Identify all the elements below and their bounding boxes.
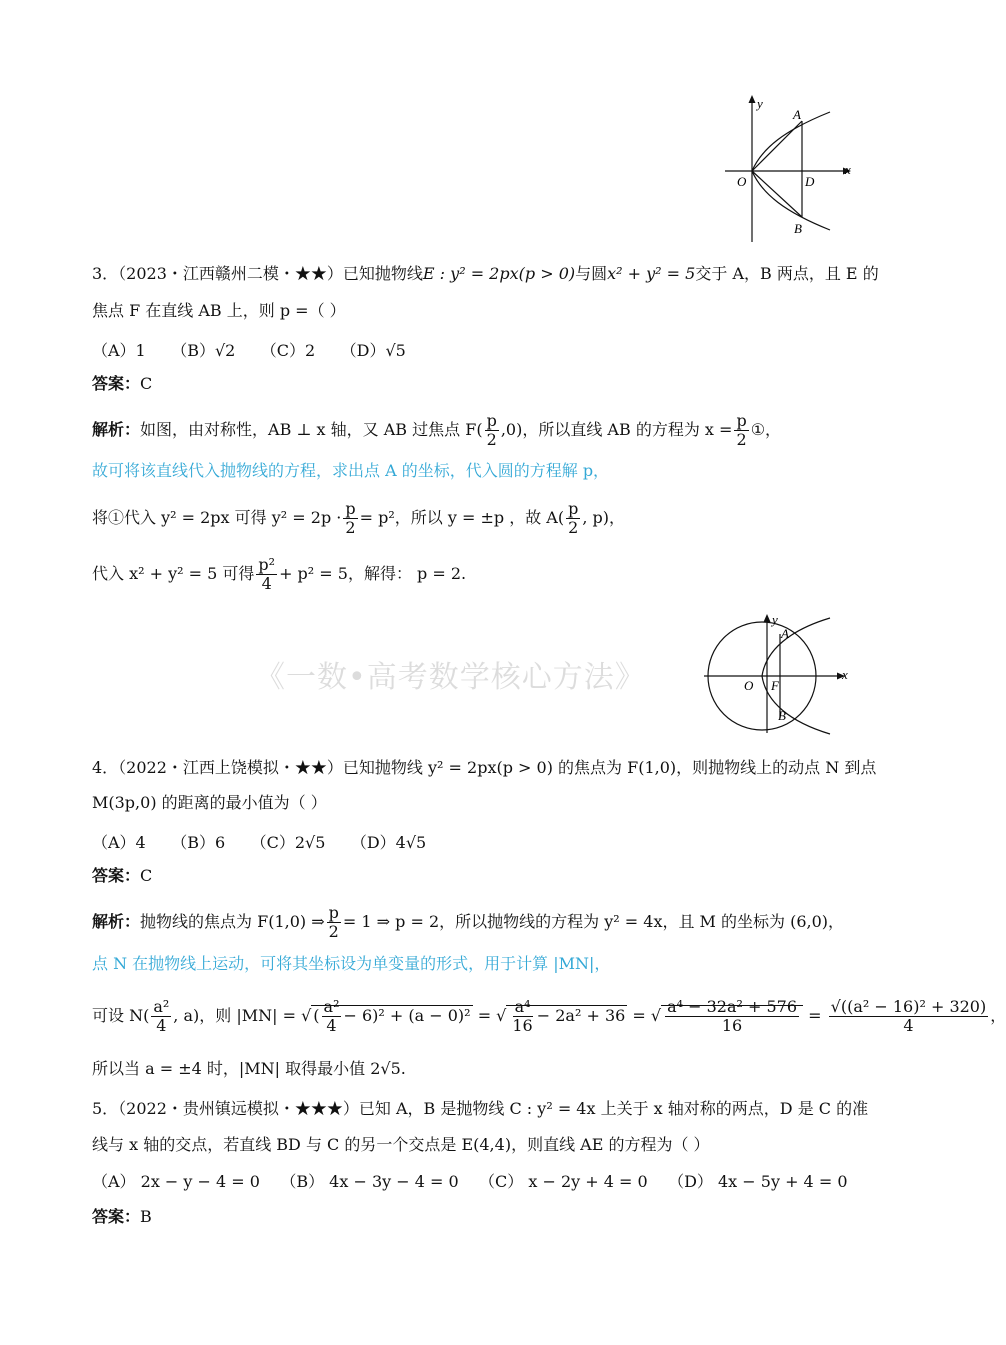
q5-option-d: （D） 4x − 5y + 4 = 0: [668, 1172, 848, 1191]
q4-a3-start: 可设 N(: [92, 1006, 150, 1025]
q3-answer-value: C: [140, 374, 153, 393]
q4-answer: [92, 865, 152, 887]
fig2-label-o: O: [744, 678, 754, 693]
q5-option-c: （C） x − 2y + 4 = 0: [479, 1172, 648, 1191]
q4-stem-line2: M(3p,0) 的距离的最小值为（ ）: [92, 793, 327, 812]
equals: =: [808, 1006, 822, 1025]
q4-option-c: （C）2√5: [250, 833, 326, 852]
frac-den: 16: [721, 1016, 743, 1035]
q3-option-c: （C）2: [260, 341, 316, 360]
q4-answer-label: 答案：: [92, 866, 141, 885]
fig2-label-f: F: [771, 678, 779, 693]
q4-options: [92, 832, 426, 854]
q4-frac-a4-over-16: [510, 998, 534, 1035]
q4-analysis-line1: [92, 904, 844, 941]
q5-answer-label: 答案：: [92, 1207, 141, 1226]
frac-den: 2: [736, 430, 747, 449]
q4-analysis-label: 解析：: [92, 912, 141, 931]
q3-mid: 与圆: [575, 264, 608, 283]
q3-a1-mid: ,0)，所以直线 AB 的方程为 x =: [500, 420, 733, 439]
q3-a3-end: , p)，: [582, 508, 626, 527]
frac-den: 4: [326, 1016, 337, 1035]
q3-a4-end: + p² = 5，解得： p = 2.: [279, 564, 467, 583]
equals: =: [632, 1006, 646, 1025]
q4-hint: 点 N 在抛物线上运动，可将其坐标设为单变量的形式，用于计算 |MN|，: [92, 954, 611, 973]
q3-option-b: （B）√2: [171, 341, 236, 360]
frac-den: 4: [156, 1016, 167, 1035]
q4-frac-big: [665, 998, 799, 1035]
q4-frac-p-over-2: [327, 904, 341, 941]
q3-options: [92, 340, 406, 362]
watermark: 《一数•高考数学核心方法》: [255, 660, 646, 695]
frac-num: p: [736, 411, 747, 430]
q4-stem-line1: 4．（2022・江西上饶模拟・★★）已知抛物线 y² = 2px(p > 0) 的焦点为 F(1,0)，则抛物线上的动点 N 到点: [92, 758, 877, 777]
fig2-label-a: A: [781, 626, 789, 641]
q5-option-b: （B） 4x − 3y − 4 = 0: [280, 1172, 459, 1191]
q3-analysis-line1: [92, 412, 781, 449]
q3-eq-circle: x² + y² = 5: [607, 264, 696, 283]
frac-num: p: [345, 499, 356, 518]
q5-answer-value: B: [140, 1207, 152, 1226]
equals: =: [477, 1006, 492, 1025]
fig1-label-d: D: [805, 174, 815, 189]
fig1-label-y: y: [757, 96, 763, 111]
q3-frac-p-over-2: [485, 412, 499, 449]
q4-frac-a2-over-4-b: [322, 998, 342, 1035]
frac-num: p: [568, 499, 579, 518]
frac-num: a²: [153, 997, 170, 1016]
frac-den: 2: [568, 518, 579, 537]
q3-analysis-line3: [92, 500, 625, 537]
frac-num: √((a² − 16)² + 320): [830, 997, 987, 1016]
q4-frac-last: [829, 998, 989, 1035]
frac-den: 2: [486, 430, 497, 449]
q3-stem-line1: [92, 263, 879, 285]
parabola-chord-figure: [725, 92, 865, 242]
q5-stem-line1: 5．（2022・贵州镇远模拟・★★★）已知 A，B 是抛物线 C : y² = 4x 上关于 x 轴对称的两点，D 是 C 的准: [92, 1099, 869, 1118]
comma: ，: [990, 1006, 1006, 1025]
q4-sqrt-2: [506, 997, 627, 1035]
q5-option-a: （A） 2x − y − 4 = 0: [92, 1172, 260, 1191]
q3-option-a: （A）1: [92, 341, 146, 360]
q4-s1-post: − 6)² + (a − 0)²: [343, 1006, 471, 1025]
q3-hint: 故可将该直线代入抛物线的方程，求出点 A 的坐标，代入圆的方程解 p，: [92, 461, 610, 480]
q3-a3-start: 将①代入 y² = 2px 可得 y² = 2p ·: [92, 508, 342, 527]
q3-stem-line2: 焦点 F 在直线 AB 上，则 p =（ ）: [92, 301, 346, 320]
q3-tail: 交于 A，B 两点，且 E 的: [695, 264, 879, 283]
fig1-label-o: O: [737, 174, 747, 189]
circle-parabola-figure: [700, 610, 860, 735]
q3-a3-mid: = p²，所以 y = ±p ，故 A(: [359, 508, 565, 527]
q3-answer: [92, 373, 152, 395]
fig2-label-x: x: [842, 667, 848, 682]
q4-option-b: （B）6: [171, 833, 226, 852]
fig1-label-b: B: [794, 221, 802, 236]
q3-a1-end: ①，: [750, 420, 782, 439]
frac-den: 4: [261, 574, 272, 593]
q4-frac-a2-over-4: [151, 998, 171, 1035]
q3-frac-p2-over-4: [256, 556, 277, 593]
q3-a1-text: 如图，由对称性，AB ⊥ x 轴，又 AB 过焦点 F(: [140, 420, 483, 439]
q3-analysis-line4: [92, 556, 466, 593]
q4-analysis-line3: 可设 N( $\frac{\text{a²}}{4}$ , a)，则 |MN| = √ ( $\frac{\text{a²}}{4}$ − 6)² + (a − 0)² = √ $\frac{\text{a⁴}}{16}$ − 2a² + 36 = √ $\frac{\text{a⁴ − 32a² + 576}}{16}$ = $\frac{\text{√((a² − 16)² + 320)}}{4}$ ，: [92, 997, 1006, 1035]
q3-head: 3．（2023・江西赣州二模・★★）已知抛物线: [92, 264, 423, 283]
q4-s2-post: − 2a² + 36: [536, 1006, 626, 1025]
frac-num: p: [486, 411, 497, 430]
q4-sqrt-1: [311, 997, 472, 1035]
q3-frac-p-over-2-c: [343, 500, 357, 537]
q3-eq-parabola: E : y² = 2px(p > 0): [422, 264, 576, 283]
frac-num: a²: [323, 997, 340, 1016]
q4-analysis-line4: 所以当 a = ±4 时，|MN| 取得最小值 2√5.: [92, 1059, 406, 1078]
q3-frac-p-over-2-b: [734, 412, 748, 449]
fig1-label-a: A: [793, 107, 801, 122]
q4-a1-start: 抛物线的焦点为 F(1,0) ⇒: [140, 912, 325, 931]
fig2-label-y: y: [772, 612, 778, 627]
frac-den: 2: [328, 922, 339, 941]
frac-num: a⁴ − 32a² + 576: [667, 997, 798, 1016]
fig2-label-b: B: [778, 708, 786, 723]
frac-den: 2: [345, 518, 356, 537]
q3-analysis-label: 解析：: [92, 420, 141, 439]
q4-option-d: （D）4√5: [350, 833, 427, 852]
q5-options: [92, 1171, 848, 1193]
q4-a1-end: = 1 ⇒ p = 2，所以抛物线的方程为 y² = 4x，且 M 的坐标为 (6,0)，: [342, 912, 845, 931]
q3-frac-p-over-2-d: [566, 500, 580, 537]
frac-num: p²: [258, 555, 276, 574]
frac-num: a⁴: [514, 997, 531, 1016]
q5-answer: [92, 1206, 152, 1228]
q4-option-a: （A）4: [92, 833, 146, 852]
frac-num: p: [328, 903, 339, 922]
fig1-label-x: x: [845, 162, 851, 177]
q4-answer-value: C: [140, 866, 153, 885]
q4-sqrt-3: [661, 997, 803, 1035]
q4-a3-b: , a)，则 |MN| =: [173, 1006, 296, 1025]
paren: (: [313, 1006, 320, 1025]
q5-stem-line2: 线与 x 轴的交点，若直线 BD 与 C 的另一个交点是 E(4,4)，则直线 AE 的方程为（ ）: [92, 1135, 710, 1154]
q3-option-d: （D）√5: [340, 341, 406, 360]
frac-den: 4: [903, 1016, 914, 1035]
frac-den: 16: [512, 1016, 533, 1035]
q3-a4-start: 代入 x² + y² = 5 可得: [92, 564, 255, 583]
q3-answer-label: 答案：: [92, 374, 141, 393]
